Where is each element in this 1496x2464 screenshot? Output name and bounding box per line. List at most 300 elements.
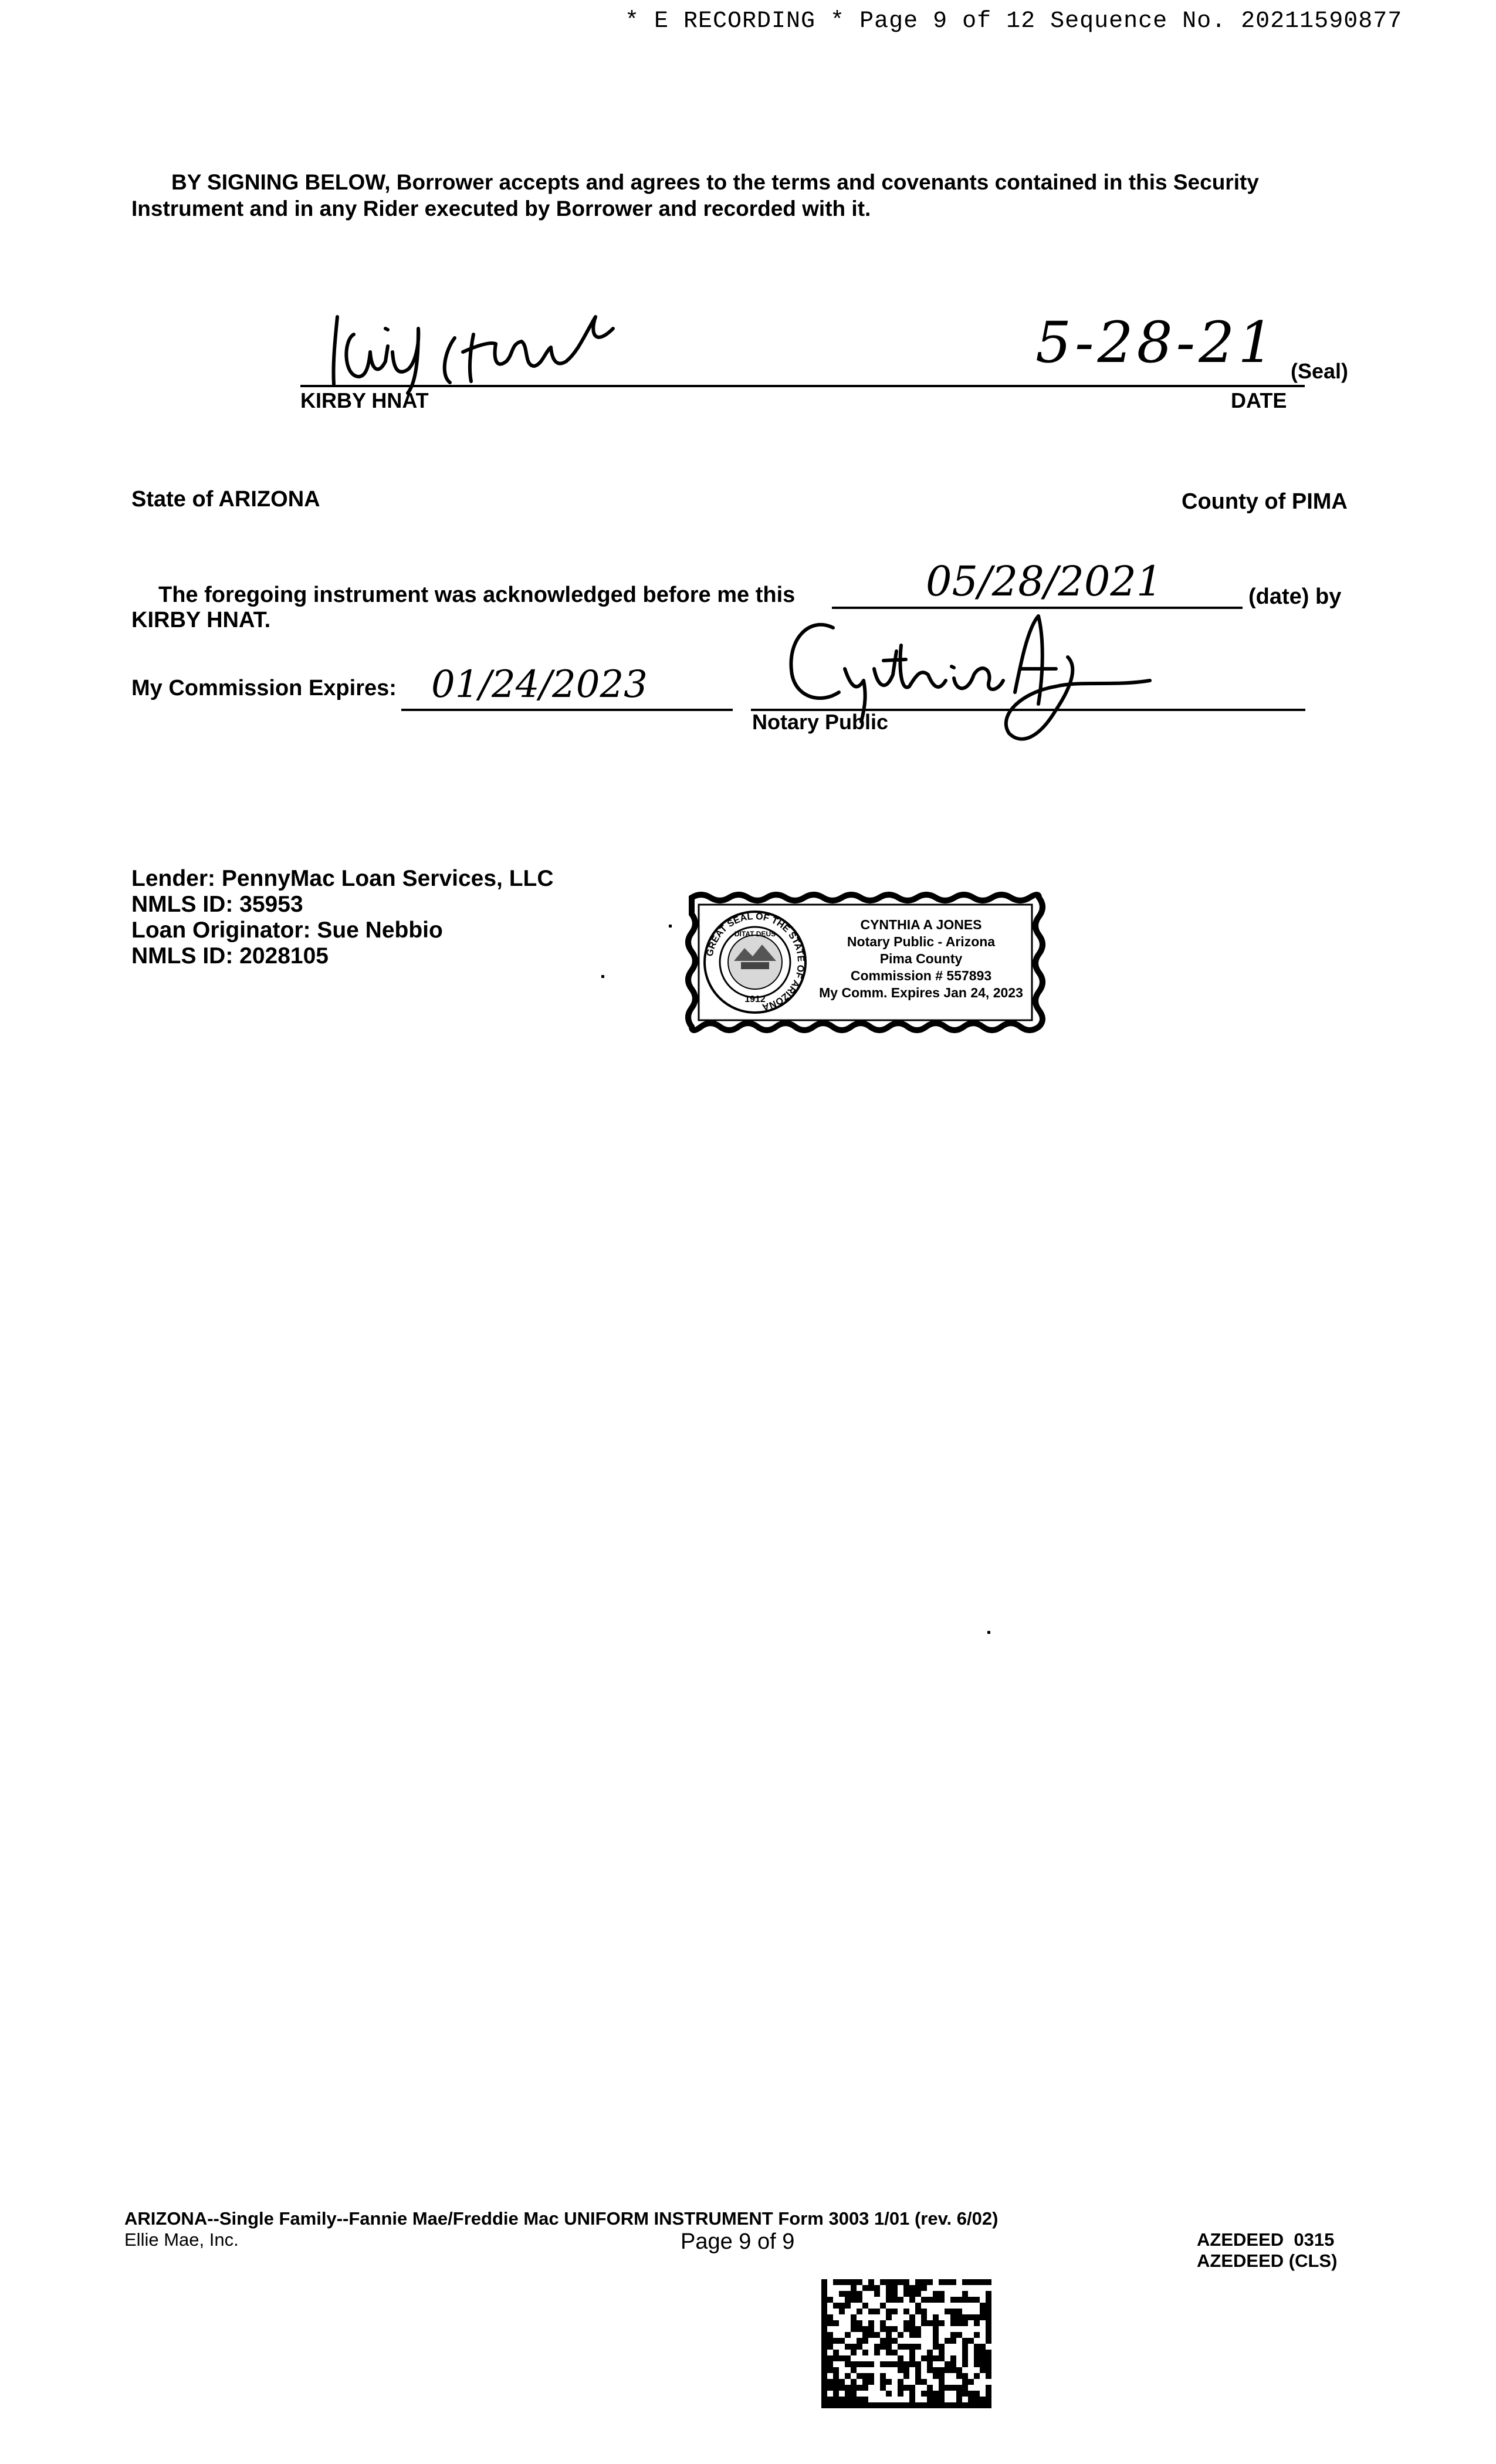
- barcode-module: [909, 2326, 915, 2332]
- barcode-module: [933, 2291, 939, 2297]
- barcode-module: [833, 2303, 839, 2309]
- barcode-module: [980, 2344, 986, 2350]
- barcode-module: [851, 2379, 857, 2385]
- barcode-module: [974, 2402, 980, 2408]
- footer-page-number: Page 9 of 9: [681, 2229, 795, 2254]
- barcode-module: [915, 2303, 921, 2309]
- barcode-module: [851, 2326, 857, 2332]
- barcode-module: [898, 2297, 903, 2303]
- barcode-module: [962, 2344, 968, 2350]
- barcode-module: [821, 2344, 827, 2350]
- barcode-module: [980, 2314, 986, 2320]
- barcode-module: [968, 2402, 974, 2408]
- barcode-module: [956, 2297, 962, 2303]
- barcode-module: [821, 2314, 827, 2320]
- barcode-module: [827, 2367, 833, 2373]
- barcode-module: [962, 2320, 968, 2326]
- barcode-module: [915, 2279, 921, 2285]
- barcode-module: [927, 2361, 933, 2367]
- barcode-module: [851, 2291, 857, 2297]
- barcode-module: [851, 2344, 857, 2350]
- notary-public-label: Notary Public: [752, 710, 889, 734]
- barcode-module: [886, 2361, 892, 2367]
- barcode-module: [851, 2297, 857, 2303]
- barcode-module: [986, 2303, 991, 2309]
- barcode-module: [974, 2391, 980, 2397]
- barcode-module: [898, 2355, 903, 2361]
- barcode-module: [880, 2344, 886, 2350]
- barcode-module: [839, 2397, 845, 2402]
- barcode-module: [903, 2326, 909, 2332]
- barcode-module: [821, 2285, 827, 2291]
- barcode-module: [886, 2338, 892, 2344]
- commission-expires-label: My Commission Expires:: [131, 676, 397, 700]
- barcode-module: [950, 2338, 956, 2344]
- barcode-module: [939, 2402, 945, 2408]
- barcode-module: [927, 2350, 933, 2355]
- barcode-module: [862, 2332, 868, 2338]
- footer-form-code-cls: AZEDEED (CLS): [1197, 2250, 1338, 2271]
- barcode-module: [868, 2402, 874, 2408]
- barcode-module: [868, 2285, 874, 2291]
- barcode-module: [827, 2385, 833, 2391]
- barcode-module: [898, 2391, 903, 2397]
- stamp-notary-title: Notary Public - Arizona: [847, 934, 996, 949]
- barcode-module: [827, 2361, 833, 2367]
- barcode-module: [939, 2397, 945, 2402]
- barcode-module: [986, 2385, 991, 2391]
- barcode-module: [821, 2355, 827, 2361]
- county-label: County of PIMA: [1182, 489, 1348, 514]
- barcode-module: [845, 2303, 851, 2309]
- barcode-module: [933, 2397, 939, 2402]
- acknowledgment-name: KIRBY HNAT.: [131, 608, 271, 632]
- barcode-module: [980, 2350, 986, 2355]
- barcode-module: [968, 2397, 974, 2402]
- barcode-module: [986, 2291, 991, 2297]
- stamp-notary-name: CYNTHIA A JONES: [860, 917, 982, 932]
- barcode-module: [857, 2344, 862, 2350]
- barcode-module: [921, 2355, 927, 2361]
- barcode-module: [980, 2361, 986, 2367]
- barcode-module: [945, 2309, 950, 2314]
- barcode-module: [874, 2309, 880, 2314]
- barcode-module: [945, 2402, 950, 2408]
- barcode-module: [950, 2320, 956, 2326]
- barcode-module: [968, 2279, 974, 2285]
- footer-form-code: AZEDEED 0315: [1197, 2229, 1335, 2250]
- barcode-module: [956, 2391, 962, 2397]
- barcode-module: [962, 2385, 968, 2391]
- barcode-module: [851, 2314, 857, 2320]
- barcode-module: [821, 2332, 827, 2338]
- barcode-module: [921, 2379, 927, 2385]
- stamp-expiration: My Comm. Expires Jan 24, 2023: [819, 985, 1023, 1000]
- barcode-module: [939, 2279, 945, 2285]
- barcode-module: [927, 2397, 933, 2402]
- barcode-module: [939, 2291, 945, 2297]
- barcode-module: [898, 2344, 903, 2350]
- barcode-module: [839, 2379, 845, 2385]
- barcode-module: [915, 2291, 921, 2297]
- barcode-module: [956, 2385, 962, 2391]
- date-label: DATE: [1231, 388, 1287, 412]
- barcode-module: [962, 2379, 968, 2385]
- barcode-module: [827, 2297, 833, 2303]
- barcode-module: [880, 2361, 886, 2367]
- barcode-module: [833, 2338, 839, 2344]
- barcode-module: [892, 2350, 898, 2355]
- acceptance-paragraph-line2: Instrument and in any Rider executed by Borrower and recorded with it.: [131, 197, 871, 221]
- barcode-module: [933, 2326, 939, 2332]
- barcode-module: [839, 2291, 845, 2297]
- barcode-module: [868, 2320, 874, 2326]
- commission-line: [401, 709, 733, 711]
- barcode-module: [974, 2361, 980, 2367]
- barcode-module: [886, 2379, 892, 2385]
- barcode-module: [915, 2344, 921, 2350]
- barcode-module: [833, 2402, 839, 2408]
- barcode-module: [933, 2373, 939, 2379]
- barcode-module: [892, 2297, 898, 2303]
- barcode-module: [827, 2338, 833, 2344]
- barcode-module: [915, 2309, 921, 2314]
- barcode-module: [880, 2279, 886, 2285]
- barcode-module: [857, 2402, 862, 2408]
- barcode-module: [915, 2402, 921, 2408]
- barcode-module: [839, 2309, 845, 2314]
- barcode-module: [833, 2379, 839, 2385]
- barcode-module: [939, 2344, 945, 2350]
- barcode-module: [821, 2279, 827, 2285]
- barcode-module: [845, 2279, 851, 2285]
- barcode-module: [933, 2391, 939, 2397]
- barcode-module: [821, 2379, 827, 2385]
- barcode-module: [986, 2309, 991, 2314]
- barcode-module: [956, 2332, 962, 2338]
- barcode-module: [851, 2361, 857, 2367]
- barcode-module: [933, 2314, 939, 2320]
- barcode-module: [851, 2320, 857, 2326]
- barcode-module: [857, 2385, 862, 2391]
- barcode-module: [950, 2332, 956, 2338]
- barcode-module: [962, 2361, 968, 2367]
- barcode-module: [845, 2361, 851, 2367]
- barcode-module: [839, 2303, 845, 2309]
- barcode-module: [821, 2385, 827, 2391]
- barcode-module: [950, 2355, 956, 2361]
- barcode-module: [880, 2326, 886, 2332]
- barcode-module: [986, 2297, 991, 2303]
- barcode-module: [833, 2397, 839, 2402]
- barcode-module: [927, 2391, 933, 2397]
- barcode-module: [880, 2385, 886, 2391]
- barcode-module: [939, 2355, 945, 2361]
- barcode-module: [857, 2326, 862, 2332]
- barcode-module: [827, 2344, 833, 2350]
- barcode-module: [827, 2355, 833, 2361]
- commission-handwritten-date: 01/24/2023: [431, 663, 648, 706]
- barcode-module: [974, 2320, 980, 2326]
- barcode-module: [950, 2314, 956, 2320]
- barcode-module: [956, 2309, 962, 2314]
- barcode-module: [874, 2332, 880, 2338]
- scan-speck: [601, 975, 604, 978]
- barcode-module: [945, 2279, 950, 2285]
- barcode-module: [845, 2373, 851, 2379]
- footer-form-line: ARIZONA--Single Family--Fannie Mae/Freddie Mac UNIFORM INSTRUMENT Form 3003 1/01 (rev. 6/02): [124, 2208, 999, 2229]
- barcode-module: [915, 2379, 921, 2385]
- barcode-module: [986, 2332, 991, 2338]
- barcode-module: [862, 2385, 868, 2391]
- acknowledgment-text: The foregoing instrument was acknowledged before me this: [158, 583, 796, 607]
- barcode-module: [939, 2297, 945, 2303]
- barcode-module: [821, 2391, 827, 2397]
- notary-stamp: [683, 891, 1047, 1034]
- barcode-module: [892, 2291, 898, 2297]
- barcode-module: [986, 2397, 991, 2402]
- barcode-module: [909, 2397, 915, 2402]
- borrower-signature-line: [300, 385, 1305, 387]
- barcode-module: [874, 2350, 880, 2355]
- barcode-module: [892, 2326, 898, 2332]
- barcode-module: [845, 2332, 851, 2338]
- barcode-module: [986, 2361, 991, 2367]
- barcode-module: [939, 2391, 945, 2397]
- barcode-module: [968, 2391, 974, 2397]
- document-barcode: [821, 2279, 991, 2411]
- barcode-module: [839, 2402, 845, 2408]
- barcode-module: [892, 2402, 898, 2408]
- barcode-module: [839, 2338, 845, 2344]
- barcode-module: [903, 2285, 909, 2291]
- barcode-module: [909, 2320, 915, 2326]
- barcode-module: [833, 2320, 839, 2326]
- barcode-module: [845, 2344, 851, 2350]
- barcode-module: [851, 2350, 857, 2355]
- stamp-county: Pima County: [879, 951, 963, 966]
- barcode-module: [927, 2402, 933, 2408]
- barcode-module: [821, 2367, 827, 2373]
- barcode-module: [968, 2338, 974, 2344]
- barcode-module: [892, 2285, 898, 2291]
- barcode-module: [874, 2402, 880, 2408]
- barcode-module: [950, 2385, 956, 2391]
- barcode-module: [921, 2402, 927, 2408]
- barcode-module: [821, 2297, 827, 2303]
- barcode-module: [821, 2397, 827, 2402]
- barcode-module: [921, 2309, 927, 2314]
- notary-signature-image: [763, 604, 1162, 763]
- barcode-module: [851, 2385, 857, 2391]
- barcode-module: [857, 2338, 862, 2344]
- barcode-module: [862, 2361, 868, 2367]
- barcode-module: [968, 2297, 974, 2303]
- barcode-module: [939, 2379, 945, 2385]
- barcode-module: [827, 2402, 833, 2408]
- barcode-module: [962, 2291, 968, 2297]
- barcode-module: [868, 2332, 874, 2338]
- barcode-module: [956, 2367, 962, 2373]
- barcode-module: [915, 2285, 921, 2291]
- barcode-module: [839, 2385, 845, 2391]
- barcode-module: [845, 2385, 851, 2391]
- barcode-module: [945, 2361, 950, 2367]
- barcode-module: [974, 2397, 980, 2402]
- barcode-module: [903, 2279, 909, 2285]
- barcode-module: [868, 2279, 874, 2285]
- barcode-module: [903, 2344, 909, 2350]
- barcode-module: [903, 2385, 909, 2391]
- barcode-module: [821, 2291, 827, 2297]
- barcode-module: [903, 2402, 909, 2408]
- barcode-module: [980, 2355, 986, 2361]
- barcode-module: [921, 2279, 927, 2285]
- acknowledgment-handwritten-date: 05/28/2021: [926, 557, 1163, 605]
- barcode-module: [950, 2361, 956, 2367]
- barcode-module: [833, 2367, 839, 2373]
- barcode-module: [950, 2297, 956, 2303]
- stamp-commission-number: Commission # 557893: [850, 968, 992, 983]
- barcode-module: [833, 2279, 839, 2285]
- barcode-module: [874, 2285, 880, 2291]
- barcode-module: [821, 2338, 827, 2344]
- barcode-module: [833, 2391, 839, 2397]
- barcode-module: [857, 2297, 862, 2303]
- barcode-module: [950, 2402, 956, 2408]
- barcode-module: [909, 2332, 915, 2338]
- barcode-module: [851, 2279, 857, 2285]
- barcode-module: [956, 2320, 962, 2326]
- barcode-module: [933, 2355, 939, 2361]
- barcode-module: [833, 2373, 839, 2379]
- barcode-module: [892, 2361, 898, 2367]
- barcode-module: [986, 2350, 991, 2355]
- barcode-module: [962, 2391, 968, 2397]
- barcode-module: [986, 2402, 991, 2408]
- barcode-module: [833, 2350, 839, 2355]
- barcode-module: [945, 2338, 950, 2344]
- barcode-module: [898, 2367, 903, 2373]
- barcode-module: [868, 2326, 874, 2332]
- barcode-module: [886, 2285, 892, 2291]
- barcode-module: [845, 2397, 851, 2402]
- barcode-module: [921, 2285, 927, 2291]
- barcode-module: [980, 2397, 986, 2402]
- barcode-module: [933, 2367, 939, 2373]
- barcode-module: [939, 2320, 945, 2326]
- barcode-module: [939, 2367, 945, 2373]
- barcode-module: [833, 2355, 839, 2361]
- barcode-module: [962, 2314, 968, 2320]
- barcode-module: [892, 2338, 898, 2344]
- barcode-module: [945, 2367, 950, 2373]
- barcode-module: [962, 2402, 968, 2408]
- barcode-module: [903, 2291, 909, 2297]
- barcode-module: [909, 2385, 915, 2391]
- barcode-module: [933, 2338, 939, 2344]
- barcode-module: [909, 2350, 915, 2355]
- barcode-module: [821, 2303, 827, 2309]
- barcode-module: [927, 2279, 933, 2285]
- barcode-module: [851, 2285, 857, 2291]
- footer-vendor: Ellie Mae, Inc.: [124, 2229, 239, 2250]
- barcode-module: [839, 2355, 845, 2361]
- barcode-module: [839, 2279, 845, 2285]
- lender-name: Lender: PennyMac Loan Services, LLC: [131, 866, 554, 891]
- barcode-module: [986, 2373, 991, 2379]
- barcode-module: [827, 2314, 833, 2320]
- barcode-module: [986, 2338, 991, 2344]
- barcode-module: [857, 2309, 862, 2314]
- barcode-module: [956, 2402, 962, 2408]
- barcode-module: [886, 2344, 892, 2350]
- barcode-module: [927, 2320, 933, 2326]
- barcode-module: [892, 2309, 898, 2314]
- barcode-module: [903, 2361, 909, 2367]
- barcode-module: [821, 2320, 827, 2326]
- barcode-module: [903, 2373, 909, 2379]
- barcode-module: [862, 2379, 868, 2385]
- barcode-module: [857, 2361, 862, 2367]
- barcode-module: [880, 2373, 886, 2379]
- scan-speck: [987, 1631, 990, 1634]
- barcode-module: [821, 2373, 827, 2379]
- barcode-module: [974, 2355, 980, 2361]
- barcode-module: [915, 2373, 921, 2379]
- barcode-module: [821, 2402, 827, 2408]
- barcode-module: [886, 2297, 892, 2303]
- barcode-module: [921, 2314, 927, 2320]
- barcode-module: [880, 2320, 886, 2326]
- barcode-module: [886, 2314, 892, 2320]
- barcode-module: [933, 2320, 939, 2326]
- barcode-module: [821, 2309, 827, 2314]
- originator-nmls-id: NMLS ID: 2028105: [131, 943, 329, 969]
- barcode-module: [962, 2355, 968, 2361]
- barcode-module: [974, 2314, 980, 2320]
- barcode-module: [915, 2326, 921, 2332]
- acknowledgment-date-by: (date) by: [1248, 584, 1342, 609]
- barcode-module: [868, 2361, 874, 2367]
- barcode-module: [862, 2326, 868, 2332]
- barcode-module: [892, 2279, 898, 2285]
- barcode-module: [909, 2314, 915, 2320]
- barcode-module: [845, 2355, 851, 2361]
- borrower-name-label: KIRBY HNAT: [300, 388, 429, 412]
- barcode-module: [933, 2297, 939, 2303]
- barcode-module: [857, 2373, 862, 2379]
- barcode-module: [880, 2379, 886, 2385]
- barcode-module: [886, 2291, 892, 2297]
- barcode-module: [821, 2350, 827, 2355]
- barcode-module: [915, 2332, 921, 2338]
- barcode-module: [886, 2309, 892, 2314]
- barcode-module: [886, 2350, 892, 2355]
- barcode-module: [903, 2367, 909, 2373]
- barcode-module: [956, 2373, 962, 2379]
- barcode-module: [857, 2397, 862, 2402]
- state-label: State of ARIZONA: [131, 487, 320, 512]
- barcode-module: [986, 2391, 991, 2397]
- barcode-module: [921, 2320, 927, 2326]
- barcode-module: [903, 2309, 909, 2314]
- barcode-module: [986, 2326, 991, 2332]
- barcode-module: [874, 2291, 880, 2297]
- stamp-text-block: [810, 916, 1033, 1001]
- borrower-handwritten-date: 5-28-21: [1035, 310, 1278, 375]
- barcode-module: [945, 2385, 950, 2391]
